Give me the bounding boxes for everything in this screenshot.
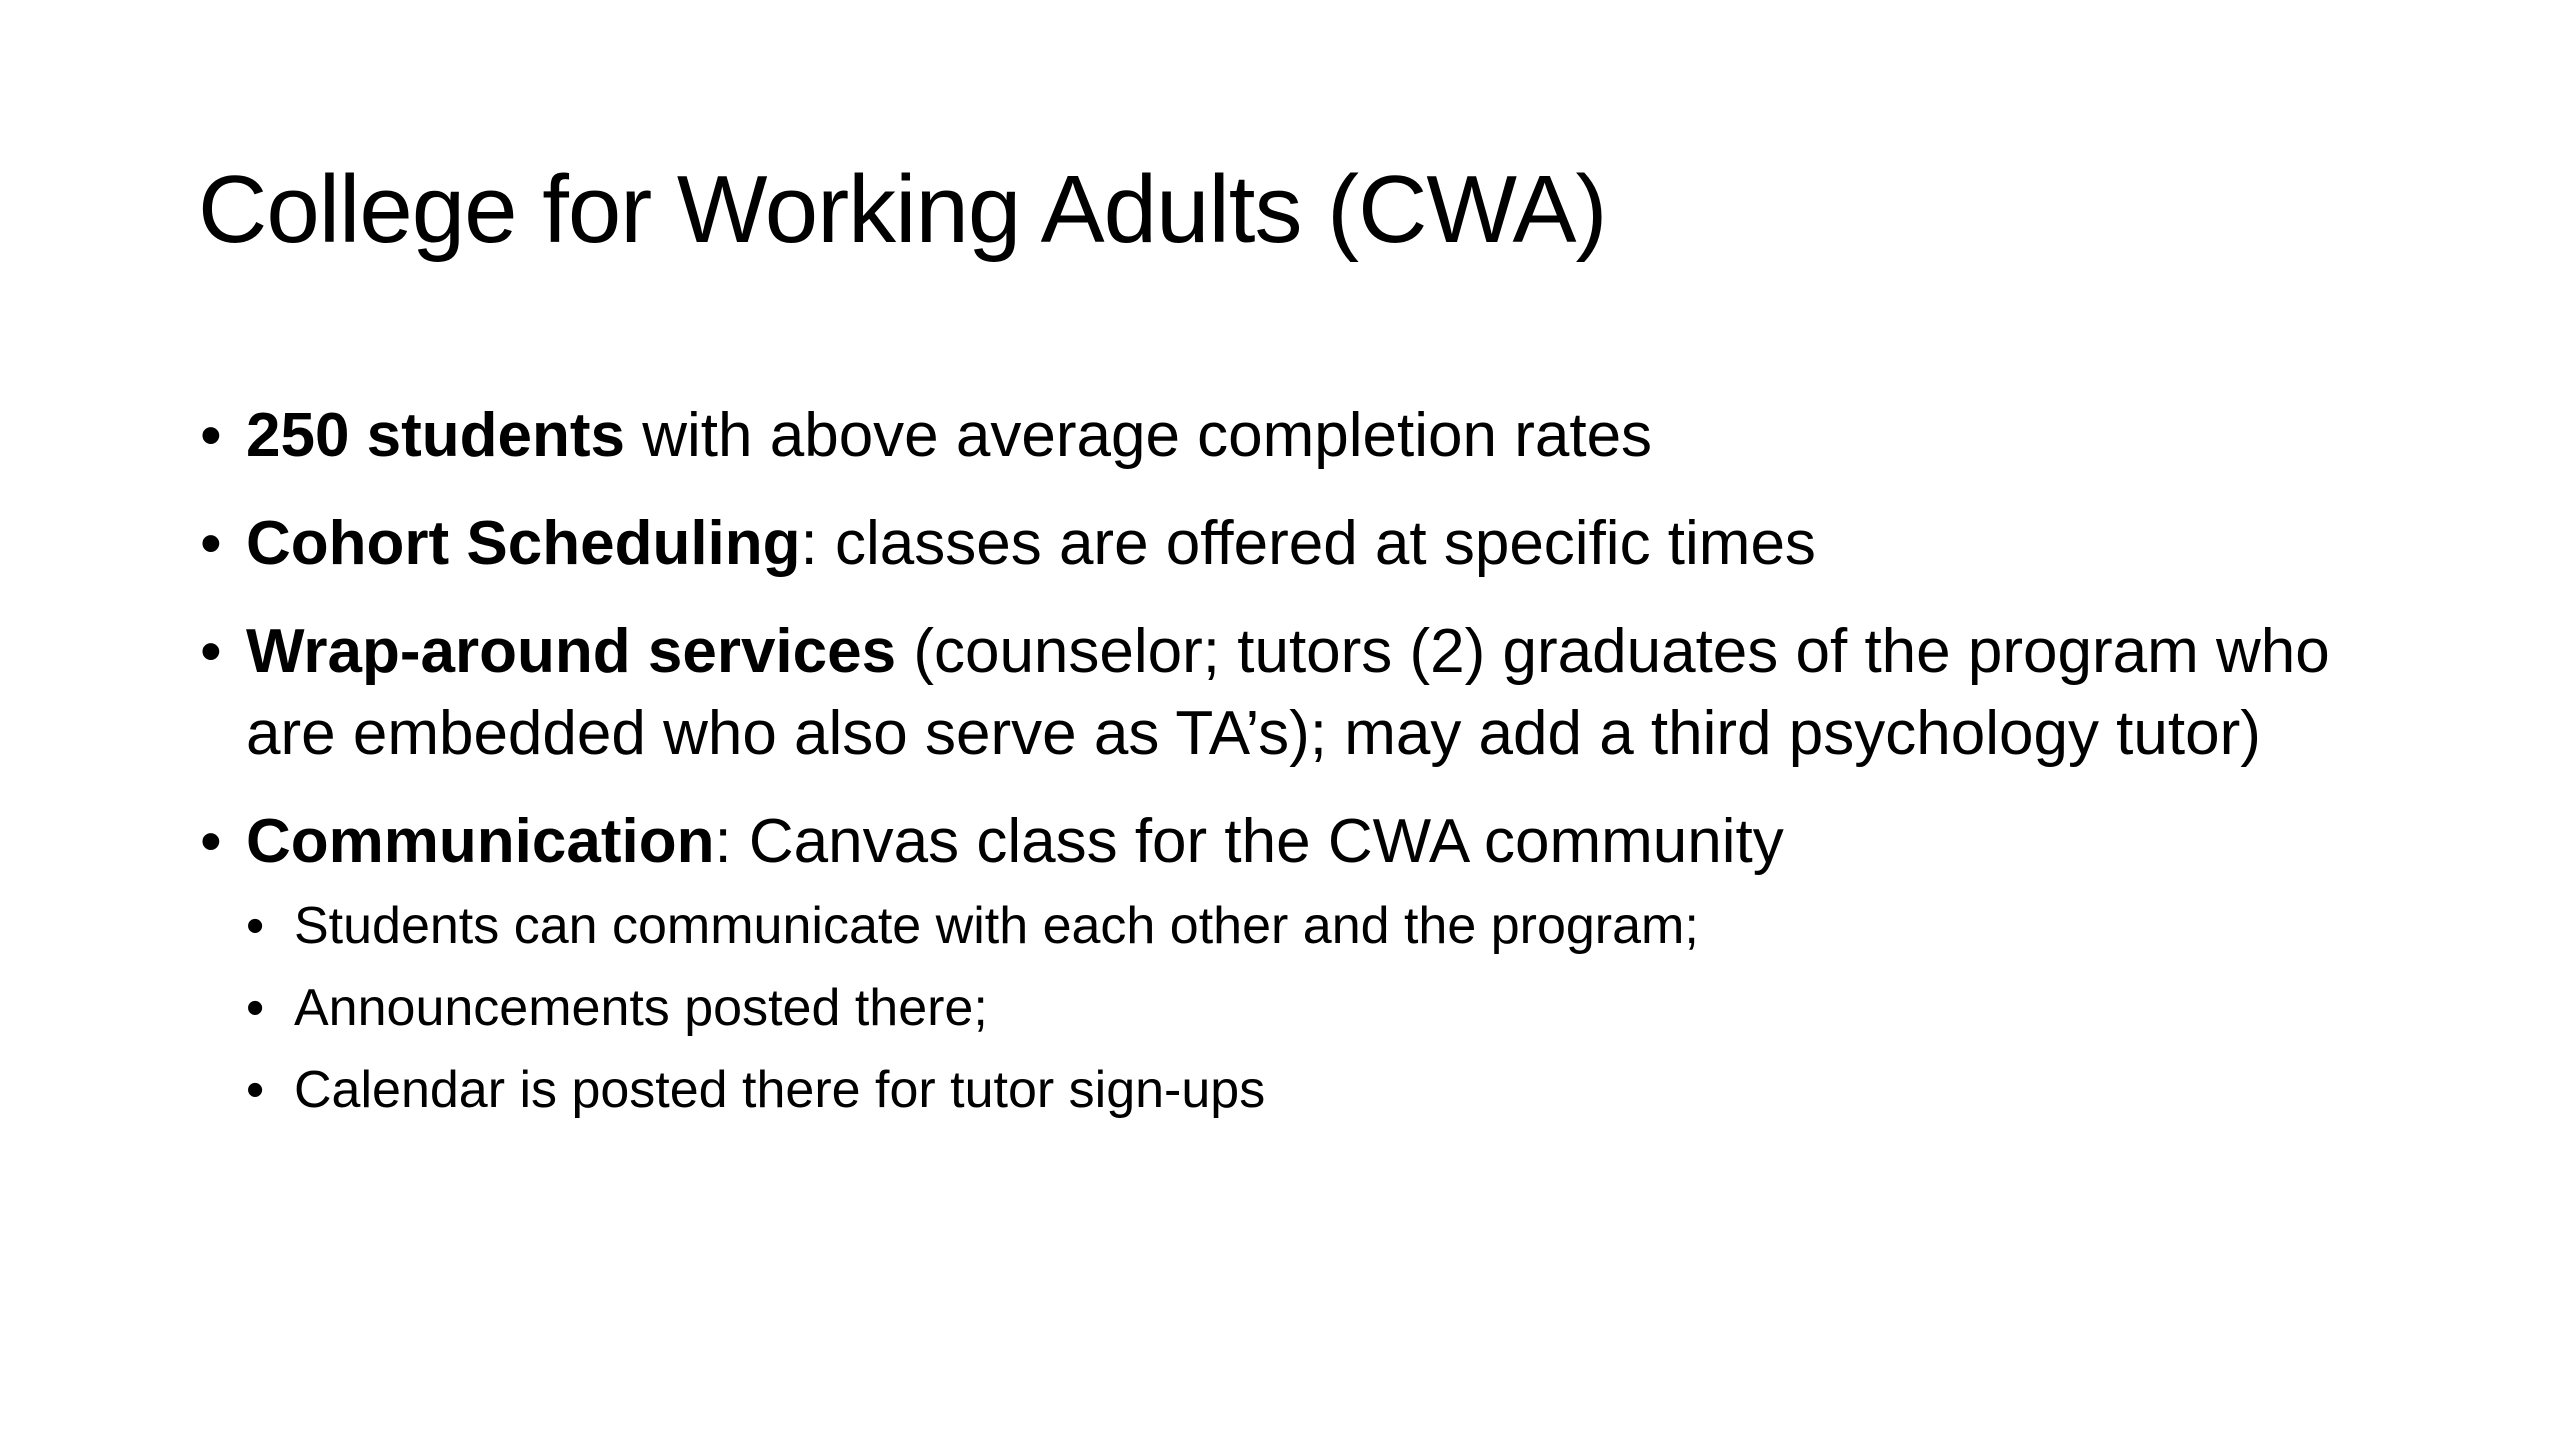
bullet-lead: 250 students [246,401,626,470]
sub-bullet-item [246,967,2378,1049]
bullet-item-students [198,395,2378,477]
sub-bullet-list [246,885,2378,1131]
bullet-lead: Wrap-around services [246,617,897,686]
bullet-icon: • [200,509,222,578]
sub-bullet-text: Students can communicate with each other and the program; [294,897,1699,955]
sub-bullet-item [246,885,2378,967]
sub-bullet-icon: • [246,897,265,955]
bullet-icon: • [200,401,222,470]
bullet-text: : classes are offered at specific times [800,509,1816,578]
sub-bullet-icon: • [246,979,265,1037]
bullet-list [198,395,2378,1157]
bullet-lead: Cohort Scheduling [246,509,801,578]
sub-bullet-icon: • [246,1061,265,1119]
sub-bullet-text: Announcements posted there; [294,979,988,1037]
bullet-icon: • [200,617,222,686]
bullet-text: : Canvas class for the CWA community [714,807,1784,876]
slide-title: College for Working Adults (CWA) [198,156,1607,263]
bullet-text: with above average completion rates [625,401,1653,470]
bullet-item-cohort-scheduling [198,503,2378,585]
bullet-item-communication [198,801,2378,1131]
sub-bullet-text: Calendar is posted there for tutor sign-ups [294,1061,1266,1119]
bullet-icon: • [200,807,222,876]
bullet-item-wrap-around-services [198,611,2378,775]
sub-bullet-item [246,1049,2378,1131]
bullet-text: (counselor; tutors (2) graduates of the program who are embedded who also serve as TA’s); may add a third psychology tutor) [246,617,2330,768]
bullet-lead: Communication [246,807,715,876]
